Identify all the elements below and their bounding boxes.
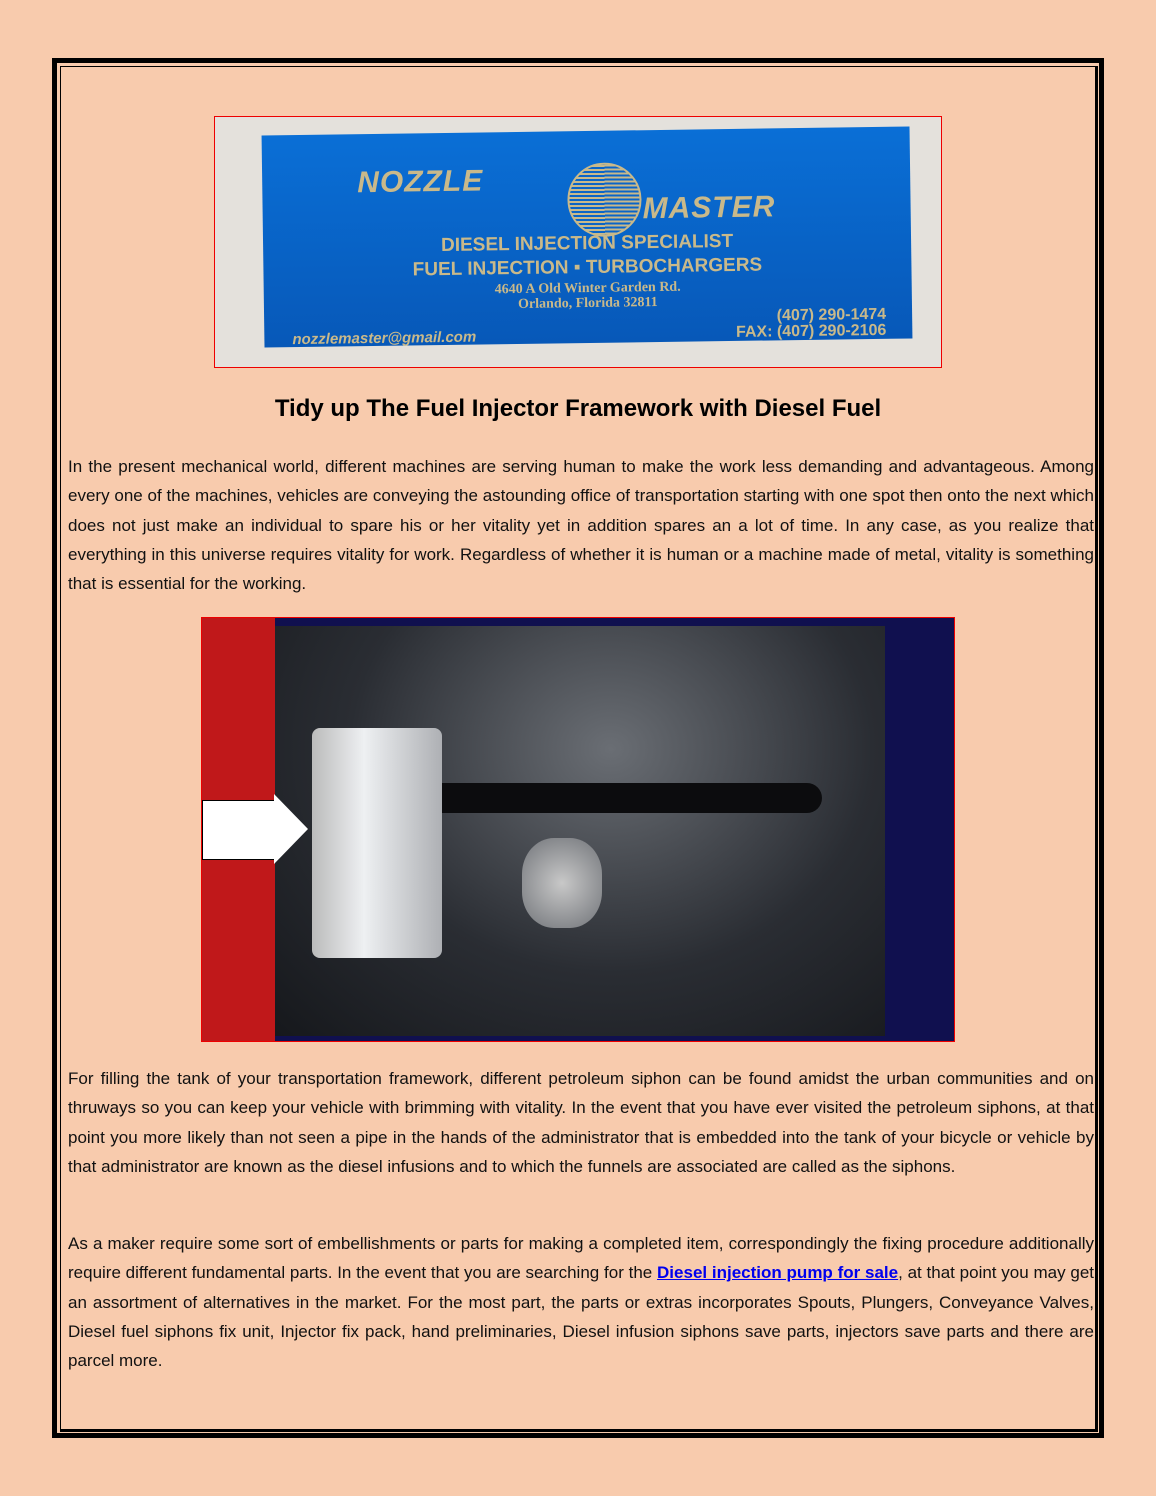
card-address-line2: Orlando, Florida 32811 bbox=[518, 295, 658, 312]
engine-fuel-filter-photo bbox=[201, 617, 955, 1042]
logo-word-master: MASTER bbox=[642, 190, 776, 226]
business-card bbox=[262, 126, 913, 347]
card-fax: FAX: (407) 290-2106 bbox=[735, 321, 887, 341]
card-tagline: DIESEL INJECTION SPECIALIST bbox=[440, 230, 734, 257]
paragraph-filling: For filling the tank of your transportation framework, different petroleum siphon can be found amidst the urban communities and on thruways so you can keep your vehicle with brimming with vitality. In the event that you have ever visited the petroleum siphons, at that point you more likely than not seen a pipe in the hands of the administrator that is embedded into the tank of your bicycle or vehicle by that administrator are known as the diesel infusions and to which the funnels are associated are called as the siphons. bbox=[68, 1069, 1094, 1176]
logo-word-nozzle: NOZZLE bbox=[356, 164, 484, 200]
fuel-pump bbox=[522, 838, 602, 928]
arrow-icon bbox=[202, 800, 276, 860]
card-phones bbox=[736, 307, 887, 341]
card-services: FUEL INJECTION ▪ TURBOCHARGERS bbox=[412, 254, 763, 281]
card-phone: (407) 290-1474 bbox=[776, 305, 887, 325]
arrow-tip-icon bbox=[274, 794, 308, 864]
fuel-hose bbox=[402, 783, 822, 813]
fuel-filter bbox=[312, 728, 442, 958]
page-title: Tidy up The Fuel Injector Framework with Diesel Fuel bbox=[274, 395, 882, 422]
paragraph-intro: In the present mechanical world, different machines are serving human to make the work less demanding and advantageous. Among every one of the machines, vehicles are conveying the astounding office of transportation starting with one spot then onto the next which does not just make an individual to spare his or her vitality yet in addition spares an a lot of time. In any case, as you realize that everything in this universe requires vitality for work. Regardless of whether it is human or a machine made of metal, vitality is something that is essential for the working. bbox=[68, 457, 1094, 594]
parts-text-after: , at that point you may get an assortment of alternatives in the market. For the most part, the parts or extras incorporates Spouts, Plungers, Conveyance Valves, Diesel fuel siphons fix unit, Injector fix pack, hand preliminaries, Diesel infusion siphons save parts, injectors save parts and there are parcel more. bbox=[68, 1263, 1094, 1371]
parts-text-before: As a maker require some sort of embellishments or parts for making a completed item, correspondingly the fixing procedure additionally require different fundamental parts. In the event that you are searching for the bbox=[68, 1234, 1094, 1283]
paragraph-parts bbox=[68, 1229, 1094, 1375]
card-address-line1: 4640 A Old Winter Garden Rd. bbox=[494, 279, 681, 298]
diesel-injection-pump-link[interactable]: Diesel injection pump for sale bbox=[657, 1263, 899, 1283]
nozzle-logo-icon bbox=[567, 162, 642, 237]
business-card-image bbox=[214, 116, 942, 368]
card-email: nozzlemaster@gmail.com bbox=[292, 328, 477, 349]
